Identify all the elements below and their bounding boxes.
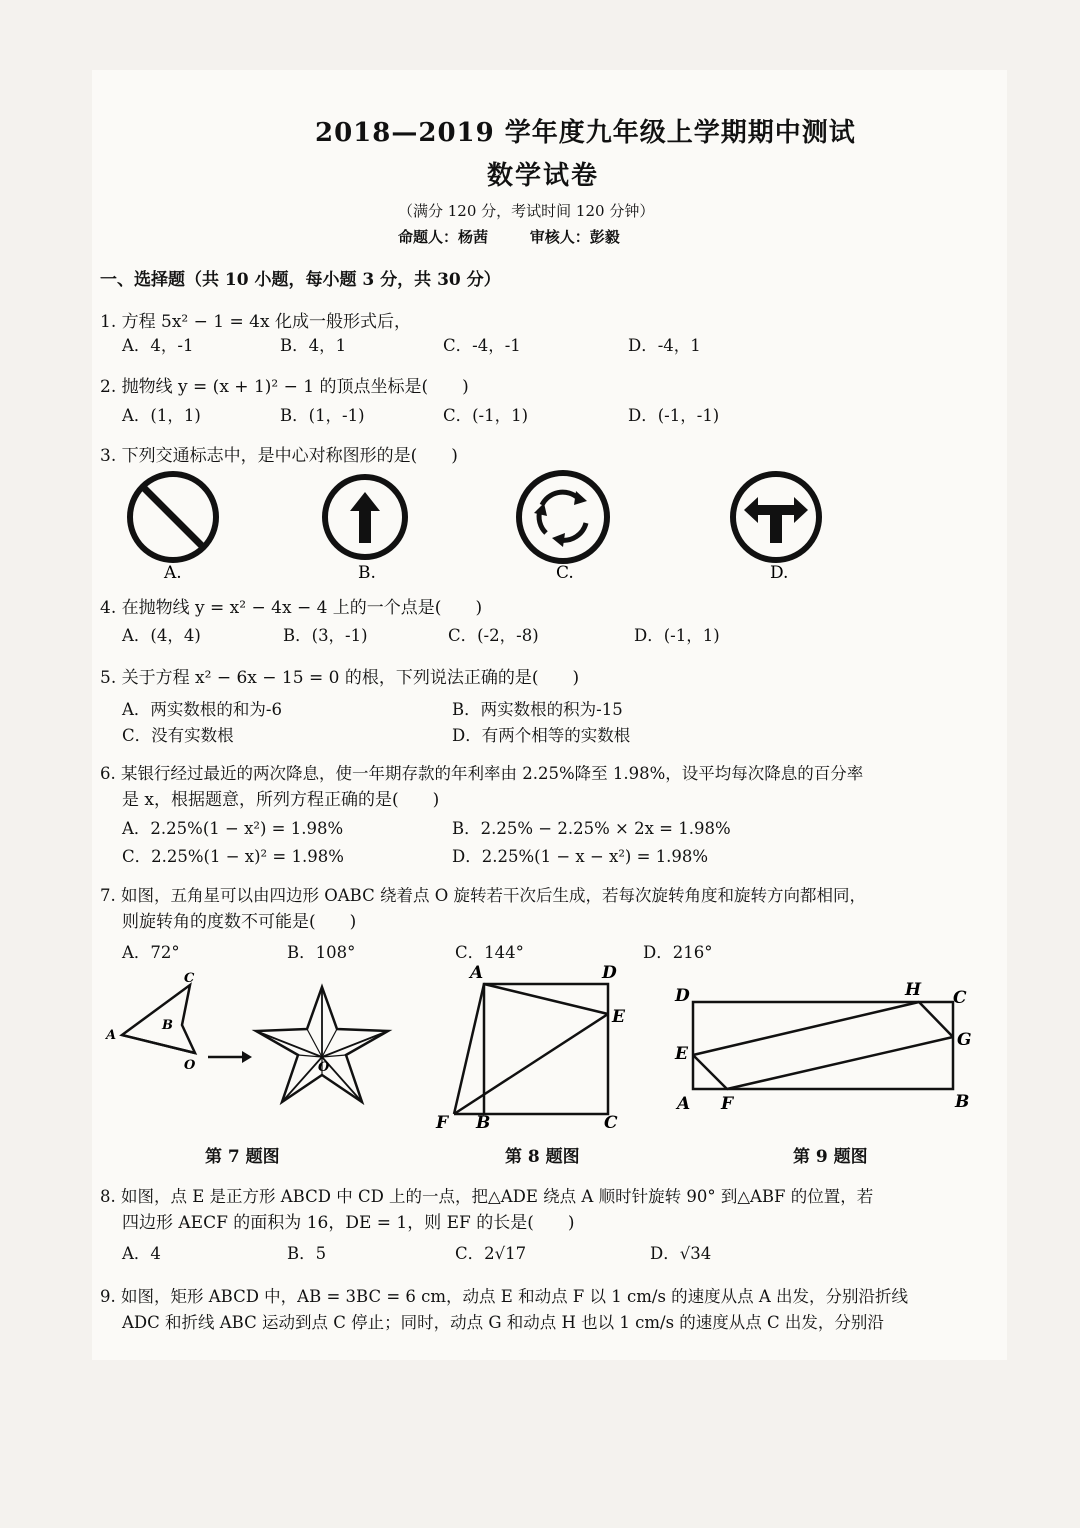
up-arrow-icon xyxy=(325,477,405,557)
sign-label-d: D. xyxy=(770,563,789,583)
fig8-point-b: B xyxy=(476,1113,491,1133)
q8-option-c: C．2√17 xyxy=(455,1244,527,1263)
question-9-line-1: 9. 如图，矩形 ABCD 中，AB = 3BC = 6 cm，动点 E 和动点 F 以 1 cm/s 的速度从点 A 出发，分别沿折线 xyxy=(100,1287,909,1306)
q1-option-d: D．-4，1 xyxy=(628,336,701,355)
q2-option-a: A．(1，1) xyxy=(122,406,201,425)
fig9-point-b: B xyxy=(955,1092,970,1112)
question-6-line-2: 是 x，根据题意，所列方程正确的是( ) xyxy=(122,790,440,810)
fig7-point-o: O xyxy=(184,1058,196,1073)
q6-option-a: A．2.25%(1 − x²) = 1.98% xyxy=(122,819,344,838)
q4-option-a: A．(4，4) xyxy=(122,626,201,645)
fig8-point-f: F xyxy=(436,1113,449,1133)
fig9-point-e: E xyxy=(675,1044,688,1064)
fig9-point-c: C xyxy=(953,988,967,1008)
exam-authors: 命题人：杨茜 审核人：彭毅 xyxy=(398,228,620,246)
fig9-point-f: F xyxy=(721,1094,734,1114)
question-2-stem: 2. 抛物线 y = (x + 1)² − 1 的顶点坐标是( ) xyxy=(100,377,469,397)
fig8-point-d: D xyxy=(602,963,617,983)
exam-title: 2018—2019 学年度九年级上学期期中测试 xyxy=(315,118,856,148)
q8-option-d: D．√34 xyxy=(650,1244,712,1263)
q4-option-b: B．(3，-1) xyxy=(283,626,368,645)
question-3-stem: 3. 下列交通标志中，是中心对称图形的是( ) xyxy=(100,446,458,466)
fig8-point-c: C xyxy=(604,1113,618,1133)
q3-traffic-signs xyxy=(100,465,860,585)
fig7-star-center-o: O xyxy=(318,1060,330,1075)
five-point-star xyxy=(256,987,388,1102)
roundabout-icon xyxy=(519,473,607,561)
fig9-point-a: A xyxy=(677,1094,691,1114)
figure-7 xyxy=(100,965,400,1145)
question-9-line-2: ADC 和折线 ABC 运动到点 C 停止；同时，动点 G 和动点 H 也以 1 cm/s 的速度从点 C 出发，分别沿 xyxy=(122,1313,884,1332)
q1-option-c: C．-4，-1 xyxy=(443,336,521,355)
q6-option-b: B．2.25% − 2.25% × 2x = 1.98% xyxy=(452,819,731,838)
sign-label-c: C. xyxy=(556,563,574,583)
exam-note: （满分 120 分，考试时间 120 分钟） xyxy=(398,202,655,220)
question-8-line-2: 四边形 AECF 的面积为 16，DE = 1，则 EF 的长是( ) xyxy=(122,1213,575,1233)
q5-option-c: C．没有实数根 xyxy=(122,726,234,745)
q8-option-a: A．4 xyxy=(122,1244,161,1263)
question-6-line-1: 6. 某银行经过最近的两次降息，使一年期存款的年利率由 2.25%降至 1.98%，设平均每次降息的百分率 xyxy=(100,764,864,783)
fig8-point-e: E xyxy=(612,1007,625,1027)
q2-option-b: B．(1，-1) xyxy=(280,406,365,425)
section-heading: 一、选择题（共 10 小题，每小题 3 分，共 30 分） xyxy=(100,270,501,290)
no-entry-slash-icon xyxy=(130,474,216,560)
q1-option-a: A．4，-1 xyxy=(122,336,194,355)
q7-option-c: C．144° xyxy=(455,943,524,962)
q5-option-b: B．两实数根的积为-15 xyxy=(452,700,623,719)
q1-option-b: B．4，1 xyxy=(280,336,347,355)
q2-option-c: C．(-1，1) xyxy=(443,406,529,425)
q4-option-d: D．(-1，1) xyxy=(634,626,720,645)
q7-option-a: A．72° xyxy=(122,943,180,962)
question-1-stem: 1. 方程 5x² − 1 = 4x 化成一般形式后， xyxy=(100,312,411,332)
q4-option-c: C．(-2，-8) xyxy=(448,626,539,645)
figure-8-caption: 第 8 题图 xyxy=(505,1147,580,1167)
fig9-point-g: G xyxy=(957,1030,972,1050)
question-5-stem: 5. 关于方程 x² − 6x − 15 = 0 的根，下列说法正确的是( ) xyxy=(100,668,580,688)
fig9-point-d: D xyxy=(675,986,690,1006)
figure-9-caption: 第 9 题图 xyxy=(793,1147,868,1167)
q8-option-b: B．5 xyxy=(287,1244,327,1263)
q5-option-a: A．两实数根的和为-6 xyxy=(122,700,282,719)
fig8-point-a: A xyxy=(470,963,484,983)
question-4-stem: 4. 在抛物线 y = x² − 4x − 4 上的一个点是( ) xyxy=(100,598,483,618)
fig7-point-b: B xyxy=(162,1018,173,1033)
figure-9 xyxy=(665,975,995,1125)
q2-option-d: D．(-1，-1) xyxy=(628,406,720,425)
q7-option-d: D．216° xyxy=(643,943,713,962)
question-7-line-2: 则旋转角的度数不可能是( ) xyxy=(122,912,357,932)
fig7-point-a: A xyxy=(106,1028,117,1043)
q6-option-c: C．2.25%(1 − x)² = 1.98% xyxy=(122,847,344,866)
turn-left-right-icon xyxy=(733,474,819,560)
q6-option-d: D．2.25%(1 − x − x²) = 1.98% xyxy=(452,847,709,866)
figure-8 xyxy=(430,962,640,1137)
q5-option-d: D．有两个相等的实数根 xyxy=(452,726,631,745)
sign-label-b: B. xyxy=(358,563,376,583)
sign-label-a: A. xyxy=(164,563,182,583)
q7-option-b: B．108° xyxy=(287,943,356,962)
question-8-line-1: 8. 如图，点 E 是正方形 ABCD 中 CD 上的一点，把△ADE 绕点 A 顺时针旋转 90° 到△ABF 的位置，若 xyxy=(100,1187,874,1206)
fig7-point-c: C xyxy=(184,971,195,986)
figure-7-caption: 第 7 题图 xyxy=(205,1147,280,1167)
fig9-point-h: H xyxy=(905,980,922,1000)
question-7-line-1: 7. 如图，五角星可以由四边形 OABC 绕着点 O 旋转若干次后生成，若每次旋转角度和旋转方向都相同， xyxy=(100,886,866,905)
exam-subtitle: 数学试卷 xyxy=(487,161,600,191)
